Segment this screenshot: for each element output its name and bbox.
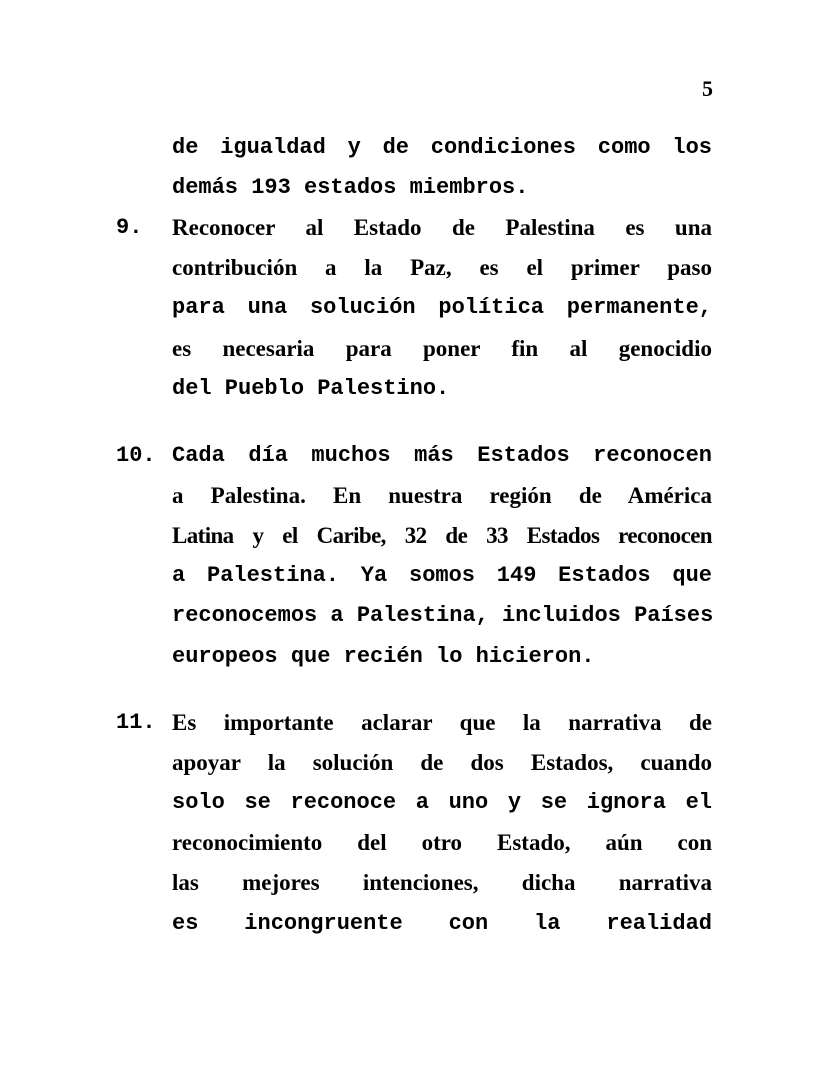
text-line: reconocemos a Palestina, incluidos Países [172, 603, 714, 628]
text-line: contribución a la Paz, es el primer paso [172, 255, 712, 280]
text-line: las mejores intenciones, dicha narrativa [172, 870, 712, 895]
text-line: de igualdad y de condiciones como los [172, 135, 712, 160]
text-line: europeos que recién lo hicieron. [172, 644, 595, 669]
page-number: 5 [702, 76, 713, 101]
text-line: Cada día muchos más Estados reconocen [172, 443, 712, 468]
text-line: solo se reconoce a uno y se ignora el [172, 790, 712, 815]
text-line: es necesaria para poner fin al genocidio [172, 336, 712, 361]
item-number: 11. [116, 710, 156, 735]
text-line: demás 193 estados miembros. [172, 175, 529, 200]
item-number: 9. [116, 215, 143, 240]
item-number: 10. [116, 443, 156, 468]
text-line: reconocimiento del otro Estado, aún con [172, 830, 712, 855]
text-line: es incongruente con la realidad [172, 911, 712, 936]
text-line: para una solución política permanente, [172, 295, 712, 320]
text-line: apoyar la solución de dos Estados, cuando [172, 750, 712, 775]
text-line: a Palestina. Ya somos 149 Estados que [172, 563, 712, 588]
text-line: del Pueblo Palestino. [172, 376, 450, 401]
text-line: Es importante aclarar que la narrativa de [172, 710, 712, 735]
text-line: Reconocer al Estado de Palestina es una [172, 215, 712, 240]
text-line: a Palestina. En nuestra región de América [172, 483, 712, 508]
text-line: Latina y el Caribe, 32 de 33 Estados reconocen [172, 523, 712, 548]
